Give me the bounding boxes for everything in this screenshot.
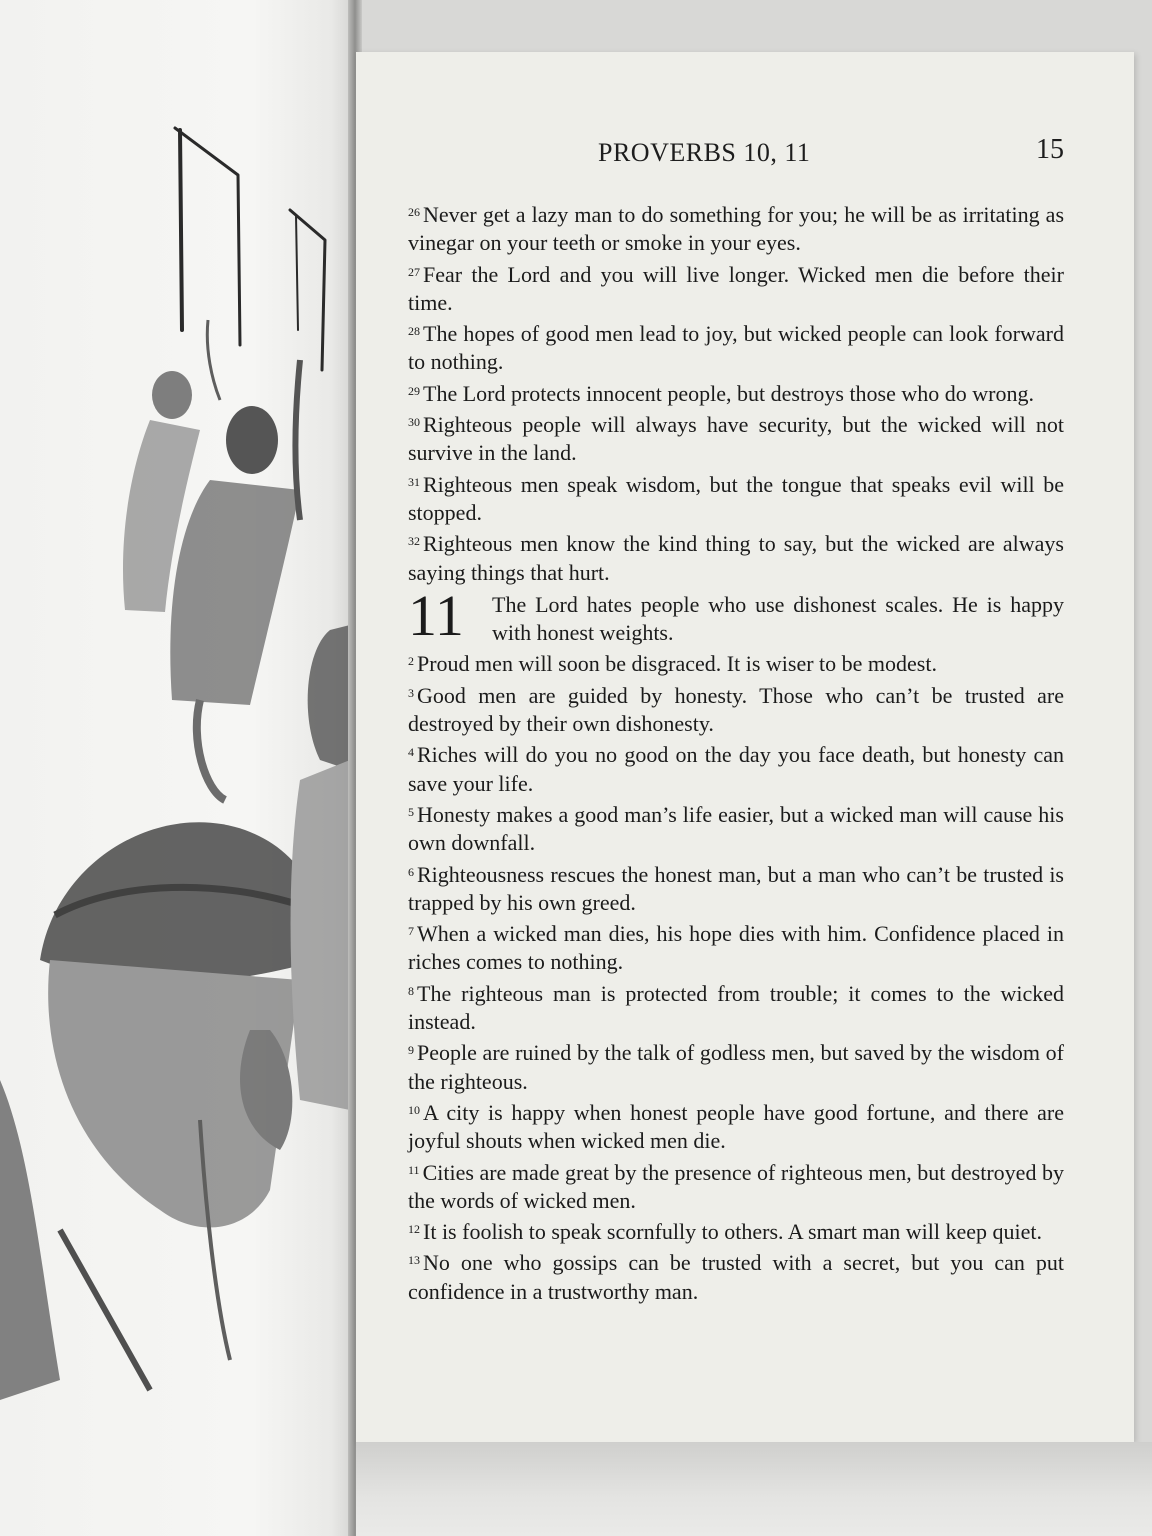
- verse-number: 27: [408, 264, 420, 279]
- verse-number: 9: [408, 1043, 414, 1058]
- verse-text: The hopes of good men lead to joy, but wicked people can look forward to nothing.: [408, 321, 1064, 375]
- verse-text: When a wicked man dies, his hope dies with him. Confidence placed in riches comes to nothing.: [408, 921, 1064, 975]
- verse: [408, 258, 1064, 318]
- verse-text: The Lord protects innocent people, but destroys those who do wrong.: [423, 380, 1034, 406]
- verse-text: No one who gossips can be trusted with a secret, but you can put confidence in a trustworthy man.: [408, 1250, 1064, 1304]
- verse-text: Cities are made great by the presence of righteous men, but destroyed by the words of wicked men.: [408, 1159, 1064, 1213]
- verse: [408, 858, 1064, 918]
- verse: [408, 798, 1064, 858]
- verse-number: 7: [408, 924, 414, 939]
- verse-number: 30: [408, 415, 420, 430]
- verse-number: 5: [408, 804, 414, 819]
- verse: [408, 317, 1064, 377]
- verse-number: 13: [408, 1253, 420, 1268]
- verse: [408, 977, 1064, 1037]
- chapter-opening: [408, 582, 1064, 648]
- verse: [408, 527, 1064, 587]
- verse-text: The righteous man is protected from trouble; it comes to the wicked instead.: [408, 980, 1064, 1035]
- verse: [408, 1096, 1064, 1156]
- verse-number: 28: [408, 324, 420, 339]
- verse: [408, 468, 1064, 528]
- verse: [408, 1156, 1064, 1216]
- verse-text: Never get a lazy man to do something for you; he will be as irritating as vinegar on your teeth or smoke in your eyes.: [408, 202, 1064, 256]
- verse-number: 4: [408, 745, 414, 760]
- verse-text: Righteousness rescues the honest man, but a man who can’t be trusted is trapped by his own greed.: [408, 861, 1064, 915]
- verse-text: Righteous people will always have security, but the wicked will not survive in the land.: [408, 412, 1064, 466]
- verse: [408, 408, 1064, 468]
- verse-number: 31: [408, 474, 420, 489]
- verse: [408, 647, 1064, 678]
- verse-text: Honesty makes a good man’s life easier, but a wicked man will cause his own downfall.: [408, 801, 1064, 856]
- verse-number: 11: [408, 1162, 420, 1177]
- verse-text: Riches will do you no good on the day you face death, but honesty can save your life.: [408, 742, 1064, 796]
- verse: [408, 377, 1064, 408]
- verse-text: The Lord hates people who use dishonest scales. He is happy with honest weights.: [492, 591, 1064, 646]
- verse-text: Good men are guided by honesty. Those who can’t be trusted are destroyed by their own dishonesty.: [408, 682, 1064, 737]
- verse-number: 26: [408, 205, 420, 219]
- verse-number: 32: [408, 534, 420, 549]
- verse-text: People are ruined by the talk of godless men, but saved by the wisdom of the righteous.: [408, 1040, 1064, 1094]
- verse-number: 2: [408, 654, 414, 669]
- verse-text: Righteous men know the kind thing to say, but the wicked are always saying things that hurt.: [408, 531, 1064, 585]
- page-number: 15: [1036, 134, 1064, 165]
- verse-text: Righteous men speak wisdom, but the tongue that speaks evil will be stopped.: [408, 471, 1064, 525]
- page-header: [598, 134, 1068, 182]
- left-page: [0, 0, 360, 1536]
- chapter-number: 11: [408, 582, 464, 648]
- verse: [408, 917, 1064, 977]
- verse: [408, 1036, 1064, 1096]
- verse-number: 6: [408, 864, 414, 879]
- running-head: PROVERBS 10, 11: [598, 138, 811, 167]
- verse-text: Proud men will soon be disgraced. It is wiser to be modest.: [417, 651, 937, 677]
- verse-number: 3: [408, 685, 414, 700]
- verse: [408, 1246, 1064, 1306]
- verse: [408, 679, 1064, 739]
- verse-text: It is foolish to speak scornfully to others. A smart man will keep quiet.: [423, 1219, 1042, 1245]
- verse-text: A city is happy when honest people have good fortune, and there are joyful shouts when wicked men die.: [408, 1099, 1064, 1154]
- verse-number: 12: [408, 1222, 420, 1237]
- verse-number: 10: [408, 1102, 420, 1117]
- table-surface: [356, 1442, 1152, 1536]
- verse-number: 8: [408, 983, 414, 998]
- scripture-text: [408, 198, 1064, 1306]
- ink-illustration: [0, 0, 360, 1536]
- verse: [408, 198, 1064, 258]
- verse-number: 29: [408, 383, 420, 398]
- verse: [408, 738, 1064, 798]
- verse: [408, 1215, 1064, 1246]
- verse-text: Fear the Lord and you will live longer. Wicked men die before their time.: [408, 261, 1064, 315]
